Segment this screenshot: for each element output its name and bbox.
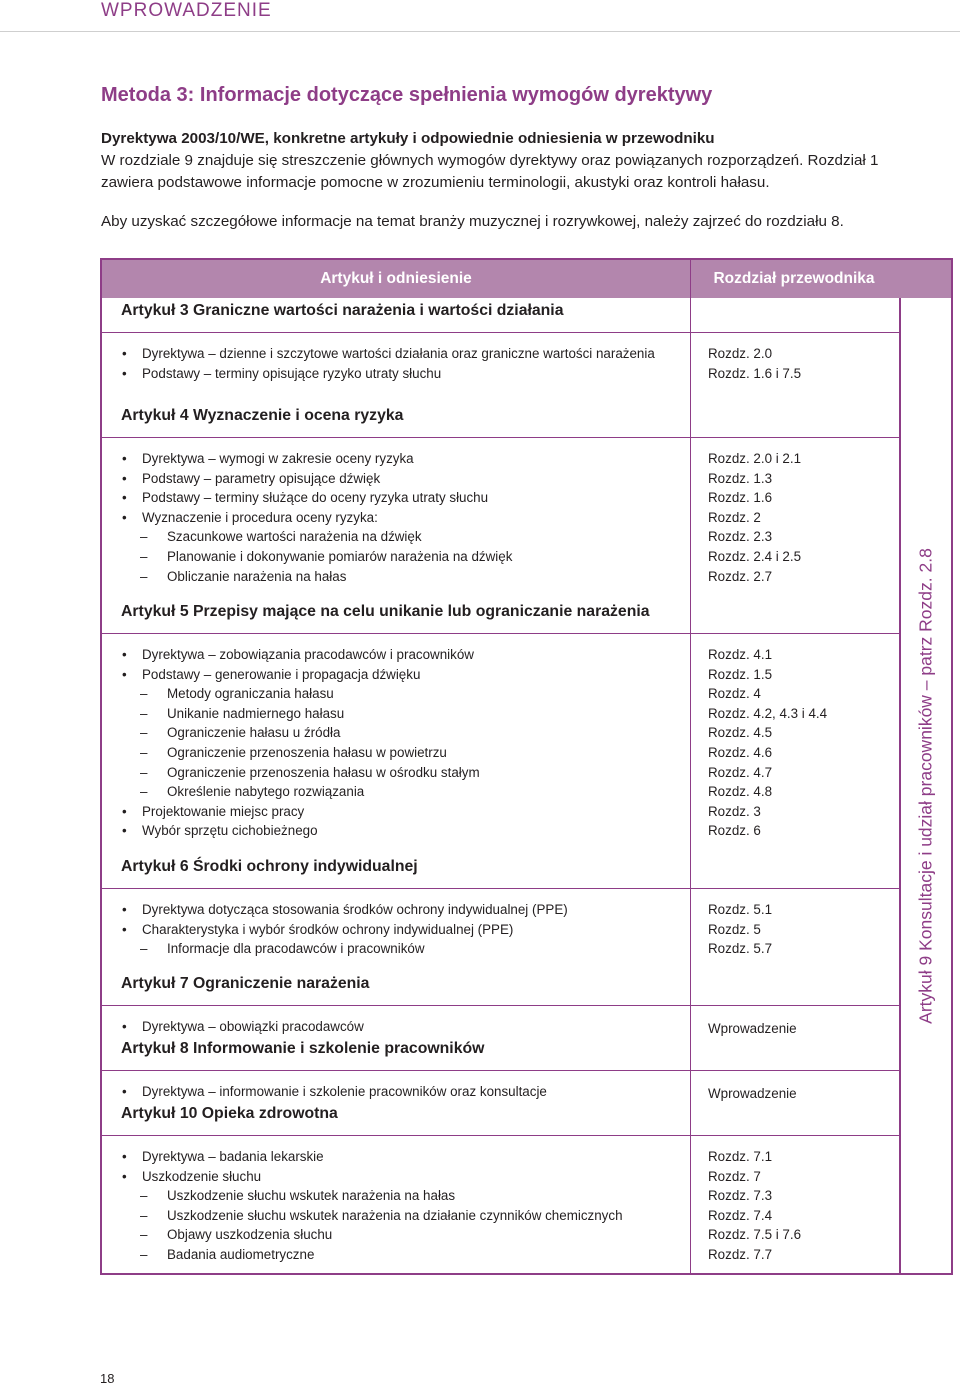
list-item-text: Podstawy – parametry opisujące dźwięk (142, 470, 381, 486)
bullet-marker: • (122, 1149, 127, 1164)
dash-marker: – (140, 764, 148, 780)
article-heading: Artykuł 7 Ograniczenie narażenia (121, 975, 370, 992)
list-item (122, 1017, 364, 1036)
bullet-marker: • (122, 921, 127, 937)
chapter-reference: Rozdz. 1.3 (708, 470, 773, 486)
bullet-marker: • (122, 346, 127, 361)
bullet-marker: • (122, 647, 127, 662)
dash-marker: – (140, 549, 148, 564)
dash-marker: – (140, 1207, 148, 1223)
list-item (122, 900, 568, 919)
list-item-text: Informacje dla pracodawców i pracowników (167, 941, 425, 957)
bullet-marker: • (122, 490, 127, 506)
list-item (122, 508, 378, 527)
list-item (122, 939, 425, 958)
dash-marker: – (140, 1227, 148, 1243)
list-item (122, 1206, 623, 1225)
chapter-reference: Wprowadzenie (708, 1086, 797, 1101)
list-item-text: Dyrektywa – zobowiązania pracodawców i pracowników (142, 647, 474, 662)
row-divider (102, 888, 690, 889)
list-item-text: Podstawy – terminy opisujące ryzyko utraty słuchu (142, 365, 442, 381)
section-label: WPROWADZENIE (101, 0, 272, 21)
intro-text (101, 128, 959, 233)
list-item-text: Unikanie nadmiernego hałasu (167, 705, 345, 721)
chapter-reference: Rozdz. 1.5 (708, 666, 773, 682)
list-item-text: Podstawy – generowanie i propagacja dźwięku (142, 666, 421, 682)
list-item-text: Dyrektywa – wymogi w zakresie oceny ryzyka (142, 451, 414, 466)
page-title: Metoda 3: Informacje dotyczące spełnienia wymogów dyrektywy (101, 84, 713, 106)
list-item (122, 920, 513, 939)
row-divider (690, 1070, 899, 1071)
article-heading: Artykuł 5 Przepisy mające na celu unikanie lub ograniczanie narażenia (121, 603, 650, 620)
bullet-marker: • (122, 1084, 127, 1099)
bullet-marker: • (122, 1168, 127, 1184)
article-heading: Artykuł 10 Opieka zdrowotna (121, 1105, 338, 1122)
row-divider (102, 1135, 690, 1136)
list-item (122, 488, 488, 507)
list-item-text: Dyrektywa – informowanie i szkolenie pracowników oraz konsultacje (142, 1084, 547, 1099)
intro-line-2: zawiera podstawowe informacje pomocne w zrozumieniu terminologii, akustyki oraz kontroli hałasu. (101, 174, 770, 191)
list-item-text: Uszkodzenie słuchu (142, 1168, 262, 1184)
row-divider (690, 1135, 899, 1136)
dash-marker: – (140, 568, 148, 584)
list-item (122, 743, 447, 762)
chapter-reference: Rozdz. 7 (708, 1168, 761, 1184)
chapter-reference: Rozdz. 7.4 (708, 1207, 773, 1223)
row-divider (690, 1005, 899, 1006)
bullet-marker: • (122, 666, 127, 682)
article-heading: Artykuł 6 Środki ochrony indywidualnej (121, 858, 418, 875)
intro-line-1: W rozdziale 9 znajduje się streszczenie głównych wymogów dyrektywy oraz powiązanych rozporządzeń. Rozdział 1 (101, 152, 879, 169)
chapter-reference: Rozdz. 2.4 i 2.5 (708, 549, 802, 564)
chapter-reference: Rozdz. 2 (708, 509, 761, 525)
list-item-text: Szacunkowe wartości narażenia na dźwięk (167, 529, 422, 545)
dash-marker: – (140, 686, 148, 702)
chapter-reference: Rozdz. 4.7 (708, 764, 773, 780)
chapter-reference: Rozdz. 1.6 (708, 490, 773, 506)
list-item-text: Metody ograniczania hałasu (167, 686, 334, 702)
chapter-reference: Rozdz. 5 (708, 921, 761, 937)
article-heading: Artykuł 3 Graniczne wartości narażenia i wartości działania (121, 302, 564, 319)
list-item-text: Dyrektywa – obowiązki pracodawców (142, 1019, 364, 1034)
list-item (122, 821, 318, 840)
row-divider (690, 633, 899, 634)
bullet-marker: • (122, 451, 127, 466)
dash-marker: – (140, 725, 148, 741)
chapter-reference: Rozdz. 4.1 (708, 647, 773, 662)
list-item (122, 469, 380, 488)
list-item (122, 704, 344, 723)
row-divider (102, 332, 690, 333)
list-item-text: Badania audiometryczne (167, 1247, 315, 1262)
list-item (122, 684, 334, 703)
list-item-text: Projektowanie miejsc pracy (142, 803, 305, 819)
list-item-text: Ograniczenie przenoszenia hałasu w powietrzu (167, 745, 447, 760)
chapter-reference: Rozdz. 7.3 (708, 1188, 773, 1204)
list-item (122, 1147, 324, 1166)
chapter-reference: Rozdz. 4.8 (708, 784, 773, 800)
side-note-text: Artykuł 9 Konsultacje i udział pracowników – patrz Rozdz. 2.8 (915, 547, 935, 1024)
chapter-reference: Rozdz. 2.0 i 2.1 (708, 451, 802, 466)
list-item (122, 1245, 314, 1264)
list-item (122, 449, 414, 468)
list-item-text: Obliczanie narażenia na hałas (167, 568, 347, 584)
list-item (122, 527, 422, 546)
chapter-reference: Wprowadzenie (708, 1021, 797, 1036)
chapter-reference: Rozdz. 5.7 (708, 941, 773, 957)
row-divider (690, 888, 899, 889)
dash-marker: – (140, 705, 148, 721)
list-item (122, 547, 512, 566)
list-item (122, 1082, 547, 1101)
list-item-text: Podstawy – terminy służące do oceny ryzyka utraty słuchu (142, 490, 489, 506)
chapter-reference: Rozdz. 3 (708, 803, 761, 819)
chapter-reference: Rozdz. 1.6 i 7.5 (708, 365, 802, 381)
dash-marker: – (140, 745, 148, 760)
bullet-marker: • (122, 803, 127, 819)
list-item (122, 567, 346, 586)
page-header (0, 0, 960, 30)
column-header-article: Artykuł i odniesienie (320, 270, 472, 287)
list-item (122, 1167, 261, 1186)
intro-subheading: Dyrektywa 2003/10/WE, konkretne artykuły i odpowiednie odniesienia w przewodniku (101, 130, 715, 147)
row-divider (690, 332, 899, 333)
bullet-marker: • (122, 365, 127, 381)
chapter-reference: Rozdz. 2.0 (708, 346, 773, 361)
page-number: 18 (100, 1371, 115, 1386)
dash-marker: – (140, 1188, 148, 1204)
bullet-marker: • (122, 902, 127, 917)
list-item-text: Charakterystyka i wybór środków ochrony indywidualnej (PPE) (142, 921, 514, 937)
list-item-text: Dyrektywa – badania lekarskie (142, 1149, 324, 1164)
list-item-text: Określenie nabytego rozwiązania (167, 784, 365, 800)
list-item-text: Uszkodzenie słuchu wskutek narażenia na działanie czynników chemicznych (167, 1207, 623, 1223)
chapter-reference: Rozdz. 4.5 (708, 725, 773, 741)
row-divider (102, 633, 690, 634)
list-item (122, 364, 441, 383)
list-item (122, 645, 474, 664)
list-item-text: Ograniczenie przenoszenia hałasu w ośrodku stałym (167, 764, 480, 780)
chapter-reference: Rozdz. 4.6 (708, 745, 773, 760)
article-heading: Artykuł 4 Wyznaczenie i ocena ryzyka (121, 407, 404, 424)
table-header (102, 260, 951, 298)
chapter-reference: Rozdz. 2.3 (708, 529, 773, 545)
reference-table (100, 258, 953, 1275)
list-item-text: Ograniczenie hałasu u źródła (167, 725, 341, 741)
list-item-text: Wybór sprzętu cichobieżnego (142, 823, 318, 839)
list-item (122, 665, 420, 684)
column-divider (690, 260, 691, 1273)
dash-marker: – (140, 784, 148, 800)
article-heading: Artykuł 8 Informowanie i szkolenie pracowników (121, 1040, 485, 1057)
row-divider (102, 1005, 690, 1006)
intro-line-3: Aby uzyskać szczegółowe informacje na temat branży muzycznej i rozrywkowej, należy zajrzeć do rozdziału 8. (101, 213, 844, 230)
side-note (900, 298, 951, 1273)
chapter-reference: Rozdz. 7.5 i 7.6 (708, 1227, 802, 1243)
list-item (122, 782, 364, 801)
list-item (122, 802, 304, 821)
chapter-reference: Rozdz. 7.7 (708, 1247, 773, 1262)
chapter-reference: Rozdz. 5.1 (708, 902, 773, 917)
row-divider (102, 1070, 690, 1071)
chapter-reference: Rozdz. 6 (708, 823, 761, 839)
bullet-marker: • (122, 509, 127, 525)
bullet-marker: • (122, 1019, 127, 1034)
list-item-text: Objawy uszkodzenia słuchu (167, 1227, 333, 1243)
list-item-text: Dyrektywa – dzienne i szczytowe wartości działania oraz graniczne wartości narażenia (142, 346, 655, 361)
row-divider (690, 437, 899, 438)
list-item-text: Planowanie i dokonywanie pomiarów narażenia na dźwięk (167, 549, 513, 564)
list-item (122, 344, 655, 363)
row-divider (102, 437, 690, 438)
list-item (122, 763, 480, 782)
dash-marker: – (140, 941, 148, 957)
list-item-text: Wyznaczenie i procedura oceny ryzyka: (142, 509, 378, 525)
list-item (122, 1225, 332, 1244)
header-divider (0, 31, 960, 32)
list-item-text: Uszkodzenie słuchu wskutek narażenia na hałas (167, 1188, 456, 1204)
chapter-reference: Rozdz. 2.7 (708, 568, 773, 584)
bullet-marker: • (122, 470, 127, 486)
column-header-chapter: Rozdział przewodnika (713, 270, 875, 287)
chapter-reference: Rozdz. 4.2, 4.3 i 4.4 (708, 705, 828, 721)
list-item (122, 1186, 455, 1205)
dash-marker: – (140, 1247, 148, 1262)
bullet-marker: • (122, 823, 127, 839)
dash-marker: – (140, 529, 148, 545)
chapter-reference: Rozdz. 7.1 (708, 1149, 773, 1164)
chapter-reference: Rozdz. 4 (708, 686, 761, 702)
list-item (122, 723, 340, 742)
list-item-text: Dyrektywa dotycząca stosowania środków ochrony indywidualnej (PPE) (142, 902, 568, 917)
